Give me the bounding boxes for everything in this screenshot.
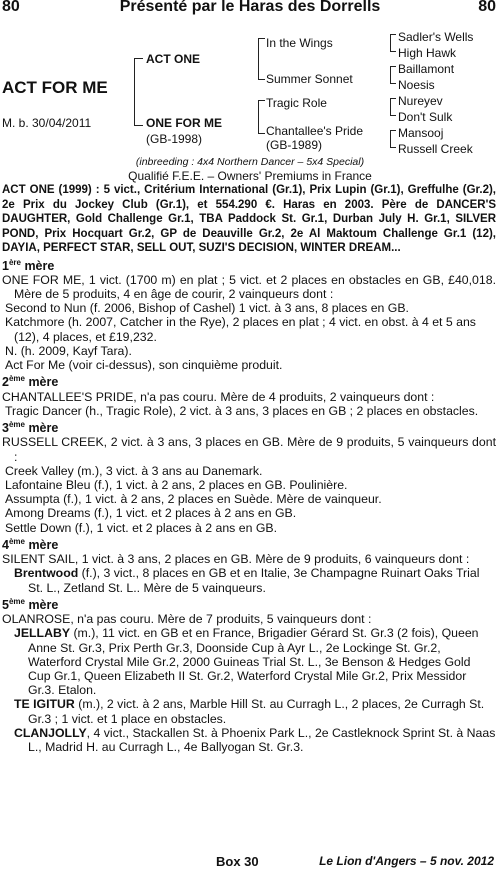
produce-name: JELLABY [14, 626, 71, 641]
bracket-g3-4 [390, 130, 396, 148]
g3-ancestor: Baillamont [398, 62, 455, 76]
sire-name: ACT ONE [146, 52, 200, 66]
page-number-right: 80 [478, 0, 496, 15]
dam-paragraph: SILENT SAIL, 1 vict. à 3 ans, 2 places en GB. Mère de 9 produits, 6 vainqueurs dont : [2, 552, 470, 567]
produce-name: Brentwood [14, 566, 79, 581]
g3-ancestor: High Hawk [398, 46, 457, 60]
horse-info: M. b. 30/04/2011 [2, 116, 92, 130]
dam-paragraph: OLANROSE, n'a pas couru. Mère de 7 produits, 5 vainqueurs dont : [2, 612, 372, 627]
dam-sire: Tragic Role [266, 96, 327, 110]
section-heading-1: 1ère mère [2, 257, 55, 273]
produce-line: Second to Nun (f. 2006, Bishop of Cashel) 1 vict. à 3 ans, 8 places en GB. [5, 301, 409, 316]
section-heading-4: 4ème mère [2, 536, 59, 552]
dam-dam: Chantallee's Pride [266, 124, 364, 138]
sire-dam: Summer Sonnet [266, 72, 353, 86]
g3-ancestor: Don't Sulk [398, 110, 453, 124]
sale-place-date: Le Lion d'Angers – 5 nov. 2012 [319, 854, 494, 868]
produce-line: Brentwood (f.), 3 vict., 8 places en GB et en Italie, 3e Champagne Ruinart Oaks Trial St. L., Zetland St. L.. Mère de 5 vainqueurs. [14, 566, 480, 595]
g3-ancestor: Russell Creek [398, 142, 473, 156]
produce-line: N. (h. 2009, Kayf Tara). [5, 343, 132, 358]
g3-ancestor: Nureyev [398, 94, 443, 108]
header-title: Présenté par le Haras des Dorrells [119, 0, 381, 15]
box-number: Box 30 [216, 854, 259, 869]
produce-line: CLANJOLLY, 4 vict., Stackallen St. à Phoenix Park L., 2e Castleknock Sprint St. à Naas L., Madrid H. au Curragh L., 4e Ballyogan St. Gr.3. [14, 725, 496, 754]
page-header [0, 0, 500, 18]
page-number-left: 80 [2, 0, 20, 15]
bracket-g3-3 [390, 98, 396, 116]
produce-line: Assumpta (f.), 1 vict. à 2 ans, 2 places en Suède. Mère de vainqueur. [5, 492, 382, 507]
dam-paragraph: ONE FOR ME, 1 vict. (1700 m) en plat ; 5 vict. et 2 places en obstacles en GB, £40,018. Mère de 5 produits, 4 en âge de courir, 2 vainqueurs dont : [2, 272, 496, 302]
inbreeding-note: (inbreeding : 4x4 Northern Dancer – 5x4 Special) [135, 156, 365, 168]
produce-line: Tragic Dancer (h., Tragic Role), 2 vict. à 3 ans, 3 places en GB ; 2 places en obstacles. [5, 403, 479, 418]
section-heading-5: 5ème mère [2, 596, 59, 612]
pedigree-notes [2, 183, 496, 754]
section-heading-2: 2ème mère [2, 374, 59, 390]
produce-line: JELLABY (m.), 11 vict. en GB et en France, Brigadier Gérard St. Gr.3 (2 fois), Queen Anne St. Gr.3, Prix Perth Gr.3, Doonside Cup à Ayr L., 2e Lockinge St. Gr.2, Waterford Crystal Mile Gr.2, 2000 Guineas Trial St. L., 3e Benson & Hedges Gold Cup Gr.1, Queen Elizabeth II St. Gr.2, Waterford Crystal Mile Gr.2, Prix Messidor Gr.3. Etalon. [14, 626, 479, 698]
produce-line: Settle Down (f.), 1 vict. et 2 places à 2 ans en GB. [5, 520, 278, 535]
dam-name: ONE FOR ME [146, 116, 223, 130]
qualification-note: Qualifié F.E.E. – Owners' Premiums in France [128, 169, 372, 183]
bracket-gen1 [134, 58, 143, 126]
bracket-dam [258, 100, 265, 134]
produce-line: Katchmore (h. 2007, Catcher in the Rye), 2 places en plat ; 4 vict. en obst. à 4 et 5 ans (12), 4 places, et £19,232. [5, 315, 476, 344]
g3-ancestor: Mansooj [398, 126, 444, 140]
pedigree-table [0, 28, 500, 158]
dam-origin: (GB-1998) [146, 132, 203, 146]
produce-name: TE IGITUR [14, 697, 75, 712]
produce-line: Among Dreams (f.), 1 vict. et 2 places à 2 ans en GB. [5, 506, 297, 521]
sire-paragraph: ACT ONE (1999) : 5 vict., Critérium International (Gr.1), Prix Lupin (Gr.1), Greffulhe (Gr.2), 2e Prix du Jockey Club (Gr.1), et 554.290 €. Haras en 2003. Père de DANCER'S DAUGHTER, Gold Challenge Gr.1, TBA Paddock St. Gr.1, Durban July H. Gr.1, SILVER POND, Prix Hocquart Gr.2, GP de Deauville Gr.2, 2e Al Maktoum Challenge Gr.1 (12), DAYIA, PERFECT STAR, SELL OUT, SUZI'S DECISION, WINTER DREAM... [2, 184, 496, 254]
section-heading-3: 3ème mère [2, 420, 59, 436]
dam-paragraph: RUSSELL CREEK, 2 vict. à 3 ans, 3 places en GB. Mère de 9 produits, 5 vainqueurs dont : [2, 435, 496, 464]
produce-line: Act For Me (voir ci-dessus), son cinquième produit. [5, 358, 283, 373]
produce-line: Lafontaine Bleu (f.), 1 vict. à 2 ans, 2 places en GB. Poulinière. [5, 478, 348, 493]
bracket-g3-1 [390, 34, 396, 52]
dam-paragraph: CHANTALLEE'S PRIDE, n'a pas couru. Mère de 4 produits, 2 vainqueurs dont : [2, 389, 435, 404]
produce-line: TE IGITUR (m.), 2 vict. à 2 ans, Marble Hill St. au Curragh L., 2 places, 2e Curragh St. Gr.3 ; 1 vict. et 1 place en obstacles. [14, 697, 485, 726]
sire-sire: In the Wings [266, 36, 333, 50]
bracket-sire [258, 38, 265, 80]
produce-name: CLANJOLLY [14, 725, 87, 740]
horse-name: ACT FOR ME [2, 78, 108, 97]
produce-line: Creek Valley (m.), 3 vict. à 3 ans au Danemark. [5, 463, 263, 478]
page-footer [0, 854, 500, 870]
bracket-g3-2 [390, 66, 396, 84]
g3-ancestor: Noesis [398, 78, 435, 92]
g3-ancestor: Sadler's Wells [398, 30, 474, 44]
dam-dam-origin: (GB-1989) [266, 138, 323, 152]
